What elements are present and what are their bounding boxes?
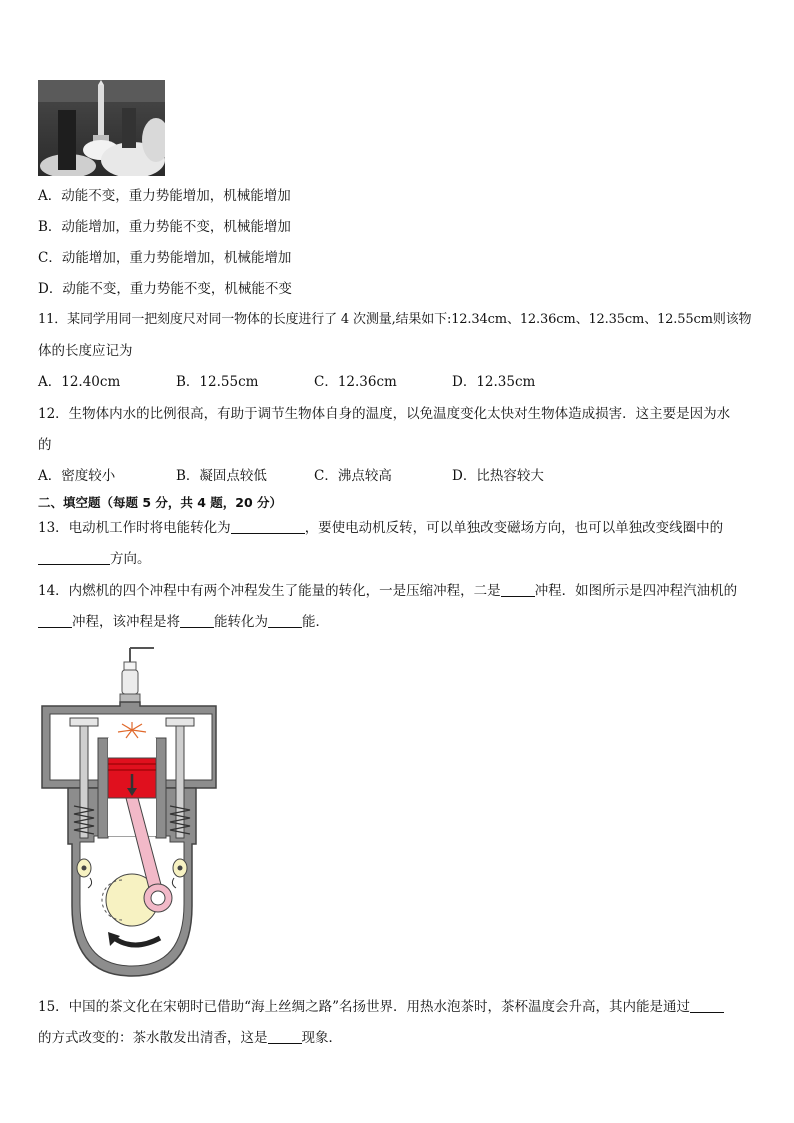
q14-blank-3 bbox=[180, 613, 214, 628]
q13-line2 bbox=[38, 550, 151, 568]
q15-line1 bbox=[38, 998, 724, 1016]
q15-line2 bbox=[38, 1029, 342, 1047]
q14-text-e: 能． bbox=[302, 614, 329, 630]
q14-blank-2 bbox=[38, 613, 72, 628]
q11-stem-line1: 11．某同学用同一把刻度尺对同一物体的长度进行了 4 次测量,结果如下:12.34cm、12.36cm、12.35cm、12.55cm则该物 bbox=[38, 312, 752, 327]
q15-text-b: 的方式改变的：茶水散发出清香，这是 bbox=[38, 1030, 268, 1046]
q12-option-c: C．沸点较高 bbox=[314, 468, 392, 484]
q14-text-a: 14．内燃机的四个冲程中有两个冲程发生了能量的转化，一是压缩冲程，二是 bbox=[38, 583, 501, 599]
engine-diagram bbox=[38, 646, 226, 980]
q11-option-d: D．12.35cm bbox=[452, 374, 536, 390]
section-heading: 二、填空题（每题 5 分，共 4 题，20 分） bbox=[38, 495, 283, 510]
q13-text-b: ，要使电动机反转，可以单独改变磁场方向，也可以单独改变线圈中的 bbox=[304, 520, 724, 536]
q15-text-c: 现象． bbox=[301, 1030, 342, 1046]
q12-option-b: B．凝固点较低 bbox=[176, 468, 267, 484]
q12-option-d: D．比热容较大 bbox=[452, 468, 544, 484]
q15-text-a: 15．中国的茶文化在宋朝时已借助“海上丝绸之路”名扬世界．用热水泡茶时，茶杯温度会升高，其内能是通过 bbox=[38, 999, 690, 1015]
q14-line2 bbox=[38, 613, 329, 631]
q11-option-b: B．12.55cm bbox=[176, 374, 259, 390]
q12-option-a: A．密度较小 bbox=[38, 468, 116, 484]
q14-text-c: 冲程，该冲程是将 bbox=[72, 614, 180, 630]
q11-stem-line2: 体的长度应记为 bbox=[38, 343, 133, 359]
q14-text-d: 能转化为 bbox=[214, 614, 268, 630]
q12-stem-line2: 的 bbox=[38, 437, 52, 453]
q14-blank-1 bbox=[501, 582, 535, 597]
q15-blank-2 bbox=[268, 1029, 302, 1044]
q11-option-c: C．12.36cm bbox=[314, 374, 397, 390]
q15-blank-1 bbox=[690, 998, 724, 1013]
q12-stem-line1: 12．生物体内水的比例很高，有助于调节生物体自身的温度，以免温度变化太快对生物体造成损害．这主要是因为水 bbox=[38, 406, 731, 422]
q10-option-c: C．动能增加，重力势能增加，机械能增加 bbox=[38, 250, 292, 266]
q11-option-a: A．12.40cm bbox=[38, 374, 121, 390]
q13-text-c: 方向。 bbox=[110, 551, 151, 567]
q13-text-a: 13．电动机工作时将电能转化为 bbox=[38, 520, 231, 536]
q13-blank-1 bbox=[231, 519, 305, 534]
q14-blank-4 bbox=[268, 613, 302, 628]
q13-blank-2 bbox=[38, 550, 110, 565]
q13-line1 bbox=[38, 519, 723, 537]
q10-option-b: B．动能增加，重力势能不变，机械能增加 bbox=[38, 219, 291, 235]
q14-line1 bbox=[38, 582, 737, 600]
q10-option-a: A．动能不变，重力势能增加，机械能增加 bbox=[38, 188, 291, 204]
q10-option-d: D．动能不变，重力势能不变，机械能不变 bbox=[38, 281, 292, 297]
rocket-launch-photo bbox=[38, 80, 165, 176]
q14-text-b: 冲程．如图所示是四冲程汽油机的 bbox=[534, 583, 738, 599]
